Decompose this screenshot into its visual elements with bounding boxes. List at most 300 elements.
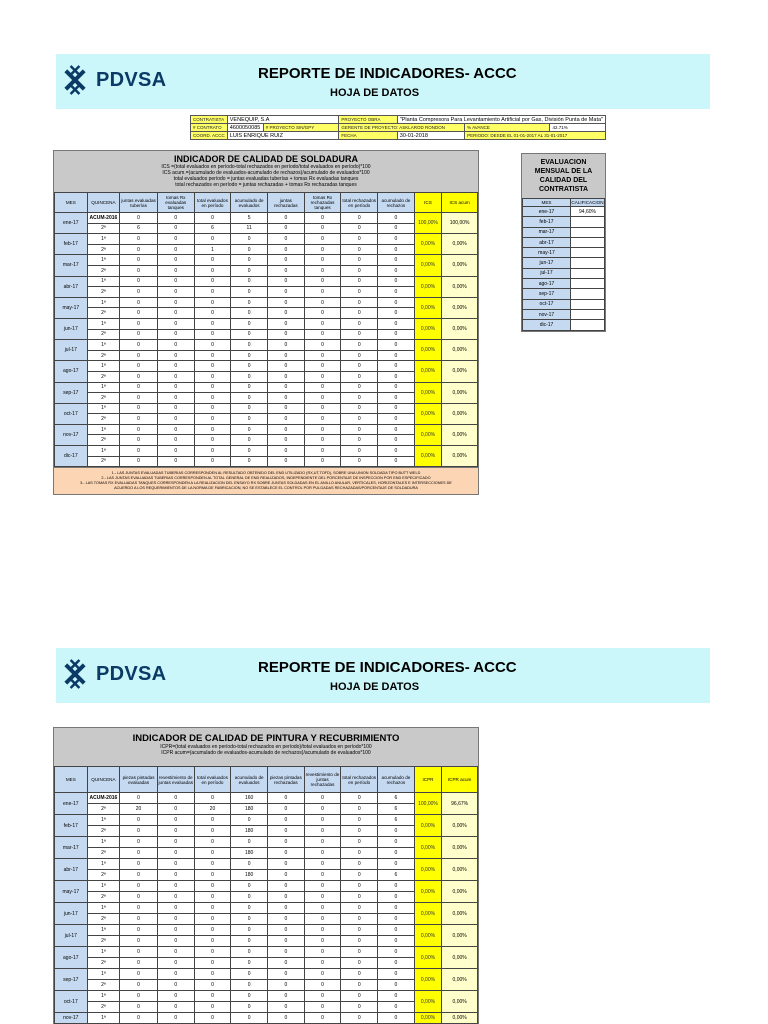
value-cell: 0 <box>341 1002 378 1013</box>
formula-line: ICS =(total evaluados en período-total rechazados en período/total evaluados en período)*100 <box>161 164 371 170</box>
value-cell: 0 <box>194 980 231 991</box>
quincena-cell: 1ª <box>87 255 120 266</box>
value-cell: 0 <box>231 936 268 947</box>
fecha-value: 30-01-2018 <box>397 132 464 140</box>
quincena-cell: 1ª <box>87 947 120 958</box>
value-cell: 0 <box>194 265 231 276</box>
column-header: piezas pintadas evaluadas <box>120 767 158 793</box>
table-row <box>55 265 478 276</box>
value-cell: 0 <box>341 980 378 991</box>
value-cell: 0 <box>267 446 304 457</box>
value-cell: 0 <box>120 892 158 903</box>
quincena-cell: 2ª <box>87 308 120 319</box>
contrato-label: # CONTRATO <box>191 124 228 132</box>
report-subtitle: HOJA DE DATOS <box>330 681 420 693</box>
value-cell: 0 <box>267 947 304 958</box>
indicator-acum-cell: 0,00% <box>442 403 478 424</box>
value-cell: 0 <box>231 276 268 287</box>
value-cell: 0 <box>341 804 378 815</box>
value-cell: 0 <box>231 297 268 308</box>
value-cell: 0 <box>304 892 341 903</box>
quincena-cell: 2ª <box>87 892 120 903</box>
column-header: tomas Rx evaluadas tanques <box>157 193 194 213</box>
column-header: acumulado de rechazos <box>378 767 415 793</box>
evaluation-score <box>571 309 605 319</box>
quincena-cell: 1ª <box>87 969 120 980</box>
value-cell: 0 <box>157 435 194 446</box>
proyecto-label: # PROYECTO <box>265 125 295 130</box>
formula-line: total evaluados período = juntas evaluadas tuberías + tomas Rx evaluadas tanques <box>173 176 359 182</box>
value-cell: 0 <box>231 403 268 414</box>
column-header: ICPR <box>414 767 442 793</box>
value-cell: 0 <box>341 837 378 848</box>
value-cell: 0 <box>267 414 304 425</box>
indicator-acum-cell: 0,00% <box>442 969 478 991</box>
quincena-cell: 2ª <box>87 371 120 382</box>
pdvsa-logo-icon <box>60 65 90 95</box>
value-cell: 0 <box>341 947 378 958</box>
value-cell: 0 <box>194 276 231 287</box>
table-row <box>55 435 478 446</box>
evaluation-month: jul-17 <box>523 268 571 278</box>
value-cell: 0 <box>304 340 341 351</box>
evaluation-month: sep-17 <box>523 289 571 299</box>
table-row <box>55 223 478 234</box>
value-cell: 0 <box>231 340 268 351</box>
value-cell: 0 <box>304 947 341 958</box>
formula-line: ICPR acum=(acumulado de evaluados-acumulado de rechazos)/acumulado de evaluados*100 <box>161 750 371 756</box>
indicator-acum-cell: 0,00% <box>442 881 478 903</box>
table-row <box>55 881 478 892</box>
indicator-acum-cell: 0,00% <box>442 991 478 1013</box>
value-cell: 0 <box>304 361 341 372</box>
value-cell: 0 <box>267 297 304 308</box>
value-cell: 0 <box>267 837 304 848</box>
value-cell: 0 <box>194 456 231 467</box>
indicator-acum-cell: 0,00% <box>442 276 478 297</box>
month-cell: ene-17 <box>55 213 88 234</box>
value-cell: 0 <box>378 881 415 892</box>
indicator-acum-cell: 0,00% <box>442 947 478 969</box>
value-cell: 0 <box>378 958 415 969</box>
value-cell: 0 <box>267 287 304 298</box>
evaluation-row <box>523 207 605 217</box>
value-cell: 0 <box>120 382 158 393</box>
value-cell: 0 <box>194 881 231 892</box>
value-cell: 0 <box>120 837 158 848</box>
column-header: acumulado de evaluados <box>231 193 268 213</box>
evaluation-header-mes: MES <box>523 199 571 207</box>
value-cell: 0 <box>120 403 158 414</box>
month-cell: abr-17 <box>55 859 88 881</box>
value-cell: 0 <box>341 297 378 308</box>
value-cell: 0 <box>157 371 194 382</box>
value-cell: 0 <box>194 446 231 457</box>
value-cell: 0 <box>194 914 231 925</box>
value-cell: 0 <box>231 914 268 925</box>
avance-value: 42.71% <box>550 124 606 132</box>
value-cell: 0 <box>267 340 304 351</box>
evaluation-row <box>523 237 605 247</box>
value-cell: 0 <box>157 859 194 870</box>
value-cell: 0 <box>304 881 341 892</box>
value-cell: 0 <box>378 914 415 925</box>
quincena-cell: 2ª <box>87 804 120 815</box>
value-cell: 0 <box>120 991 158 1002</box>
value-cell: 0 <box>341 892 378 903</box>
value-cell: 6 <box>378 815 415 826</box>
month-cell: sep-17 <box>55 382 88 403</box>
indicator-cell: 0,00% <box>414 859 442 881</box>
value-cell: 0 <box>378 1002 415 1013</box>
month-cell: oct-17 <box>55 403 88 424</box>
report-title: REPORTE DE INDICADORES- ACCC <box>258 659 517 676</box>
indicator-acum-cell: 0,00% <box>442 1013 478 1024</box>
coord-value: LUIS ENRIQUE RUIZ <box>227 132 339 140</box>
value-cell: 0 <box>157 276 194 287</box>
periodo-label: PERIODO: DESDE EL 01-01-2017 AL 31-01-2017 <box>465 132 606 140</box>
value-cell: 0 <box>120 958 158 969</box>
value-cell: 0 <box>120 1013 158 1024</box>
table-row <box>55 318 478 329</box>
value-cell: 0 <box>378 414 415 425</box>
indicator-cell: 0,00% <box>414 234 442 255</box>
value-cell: 0 <box>231 881 268 892</box>
value-cell: 0 <box>341 826 378 837</box>
value-cell: 6 <box>378 793 415 804</box>
value-cell: 0 <box>157 414 194 425</box>
table-row <box>55 892 478 903</box>
table-row <box>55 329 478 340</box>
value-cell: 0 <box>231 414 268 425</box>
value-cell: 0 <box>267 804 304 815</box>
month-cell: feb-17 <box>55 234 88 255</box>
value-cell: 0 <box>120 234 158 245</box>
value-cell: 0 <box>341 881 378 892</box>
quincena-cell: 2ª <box>87 826 120 837</box>
month-cell: jun-17 <box>55 903 88 925</box>
column-header: MES <box>55 193 88 213</box>
value-cell: 20 <box>194 804 231 815</box>
table-row <box>55 947 478 958</box>
value-cell: 0 <box>341 793 378 804</box>
value-cell: 0 <box>120 881 158 892</box>
evaluation-month: abr-17 <box>523 237 571 247</box>
value-cell: 0 <box>157 350 194 361</box>
column-header: acumulado de evaluados <box>231 767 268 793</box>
value-cell: 0 <box>120 870 158 881</box>
table-row <box>55 1013 478 1024</box>
indicator-cell: 0,00% <box>414 382 442 403</box>
welding-section-title: INDICADOR DE CALIDAD DE SOLDADURA <box>174 154 358 164</box>
indicator-cell: 0,00% <box>414 361 442 382</box>
value-cell: 0 <box>194 350 231 361</box>
formula-line: ICS acum.=(acumulado de evaluados-acumulado de rechazos)/acumulado de evaluados*100 <box>162 170 370 176</box>
indicator-acum-cell: 96,67% <box>442 793 478 815</box>
month-cell: nov-17 <box>55 424 88 445</box>
value-cell: 0 <box>231 393 268 404</box>
paint-section-title: INDICADOR DE CALIDAD DE PINTURA Y RECUBRIMIENTO <box>132 733 400 744</box>
value-cell: 0 <box>157 1013 194 1024</box>
value-cell: 0 <box>267 848 304 859</box>
report-title: REPORTE DE INDICADORES- ACCC <box>258 65 517 82</box>
value-cell: 0 <box>120 350 158 361</box>
value-cell: 0 <box>304 793 341 804</box>
value-cell: 0 <box>120 925 158 936</box>
value-cell: 0 <box>267 223 304 234</box>
value-cell: 0 <box>267 318 304 329</box>
value-cell: 0 <box>304 287 341 298</box>
value-cell: 0 <box>267 903 304 914</box>
value-cell: 0 <box>157 424 194 435</box>
quincena-cell: ACUM-2016 <box>87 213 120 224</box>
evaluation-row <box>523 309 605 319</box>
value-cell: 0 <box>194 793 231 804</box>
pdvsa-logo <box>60 659 166 689</box>
value-cell: 0 <box>378 980 415 991</box>
value-cell: 0 <box>378 936 415 947</box>
value-cell: 0 <box>378 350 415 361</box>
indicator-cell: 0,00% <box>414 255 442 276</box>
month-cell: dic-17 <box>55 446 88 467</box>
value-cell: 0 <box>378 859 415 870</box>
column-header: total rechazados en período <box>341 193 378 213</box>
evaluation-score <box>571 289 605 299</box>
column-header: piezas pintadas rechazadas <box>267 767 304 793</box>
quincena-cell: 2ª <box>87 914 120 925</box>
quincena-cell: 1ª <box>87 318 120 329</box>
table-row <box>55 446 478 457</box>
value-cell: 0 <box>304 870 341 881</box>
value-cell: 0 <box>194 287 231 298</box>
value-cell: 0 <box>378 340 415 351</box>
value-cell: 0 <box>341 925 378 936</box>
value-cell: 0 <box>304 980 341 991</box>
quincena-cell: 2ª <box>87 223 120 234</box>
value-cell: 0 <box>341 870 378 881</box>
evaluation-month: may-17 <box>523 248 571 258</box>
table-row <box>55 255 478 266</box>
value-cell: 0 <box>120 826 158 837</box>
quincena-cell: 1ª <box>87 361 120 372</box>
column-header: ICPR acum <box>442 767 478 793</box>
value-cell: 0 <box>157 991 194 1002</box>
note-line: 3.- LAS TOMAS RX EVALUADAS TANQUES CORRESPONDEN A LA REALIZACION DEL ENSAYO RX SOBRE JUNTAS SOLDADAS EN EL ANILLO ANULAR, VERTICALES, HORIZONTALES E INTERSECCIONES DE <box>80 481 452 486</box>
value-cell: 0 <box>378 318 415 329</box>
evaluation-title: EVALUACION MENSUAL DE LA CALIDAD DEL CONTRATISTA <box>534 159 593 193</box>
value-cell: 0 <box>267 244 304 255</box>
value-cell: 0 <box>120 255 158 266</box>
value-cell: 180 <box>231 804 268 815</box>
value-cell: 0 <box>341 361 378 372</box>
table-row <box>55 903 478 914</box>
column-header: acumulado de rechazos <box>378 193 415 213</box>
value-cell: 0 <box>157 456 194 467</box>
indicator-cell: 0,00% <box>414 340 442 361</box>
table-row <box>55 371 478 382</box>
value-cell: 0 <box>378 925 415 936</box>
value-cell: 0 <box>231 1013 268 1024</box>
value-cell: 0 <box>194 903 231 914</box>
month-cell: ene-17 <box>55 793 88 815</box>
quincena-cell: 2ª <box>87 393 120 404</box>
formula-line: ICPR=(total evaluados en período-total rechazados en período)/total evaluados en período*100 <box>160 744 372 750</box>
month-cell: jul-17 <box>55 340 88 361</box>
fecha-label: FECHA <box>339 132 397 140</box>
value-cell: 0 <box>341 223 378 234</box>
value-cell: 0 <box>341 255 378 266</box>
value-cell: 0 <box>157 244 194 255</box>
value-cell: 0 <box>194 308 231 319</box>
table-row <box>55 826 478 837</box>
indicator-acum-cell: 0,00% <box>442 903 478 925</box>
value-cell: 0 <box>378 947 415 958</box>
column-header: revestimiento de juntas rechazadas <box>304 767 341 793</box>
value-cell: 180 <box>231 826 268 837</box>
value-cell: 1 <box>194 244 231 255</box>
month-cell: mar-17 <box>55 255 88 276</box>
value-cell: 5 <box>231 213 268 224</box>
column-header: ICS acum <box>442 193 478 213</box>
value-cell: 0 <box>231 837 268 848</box>
value-cell: 0 <box>304 403 341 414</box>
value-cell: 0 <box>231 308 268 319</box>
value-cell: 0 <box>194 947 231 958</box>
month-cell: abr-17 <box>55 276 88 297</box>
quincena-cell: 1ª <box>87 340 120 351</box>
table-row <box>55 1002 478 1013</box>
quincena-cell: 1ª <box>87 903 120 914</box>
value-cell: 0 <box>304 382 341 393</box>
indicator-cell: 0,00% <box>414 318 442 339</box>
quincena-cell: 1ª <box>87 859 120 870</box>
indicator-acum-cell: 100,00% <box>442 213 478 234</box>
value-cell: 180 <box>231 848 268 859</box>
value-cell: 0 <box>378 991 415 1002</box>
value-cell: 0 <box>378 223 415 234</box>
value-cell: 0 <box>194 435 231 446</box>
value-cell: 0 <box>304 1013 341 1024</box>
evaluation-score <box>571 279 605 289</box>
quincena-cell: 2ª <box>87 244 120 255</box>
value-cell: 0 <box>120 297 158 308</box>
value-cell: 0 <box>304 804 341 815</box>
table-row <box>55 244 478 255</box>
value-cell: 0 <box>304 936 341 947</box>
value-cell: 0 <box>341 318 378 329</box>
table-row <box>55 456 478 467</box>
evaluation-header-calificacion: CALIFICACION <box>571 200 604 205</box>
value-cell: 0 <box>157 393 194 404</box>
value-cell: 0 <box>378 287 415 298</box>
value-cell: 0 <box>378 969 415 980</box>
value-cell: 0 <box>231 424 268 435</box>
value-cell: 0 <box>120 287 158 298</box>
quincena-cell: 1ª <box>87 837 120 848</box>
monthly-evaluation-panel <box>521 153 606 332</box>
value-cell: 0 <box>378 435 415 446</box>
column-header: MES <box>55 767 88 793</box>
quincena-cell: 1ª <box>87 382 120 393</box>
value-cell: 0 <box>378 456 415 467</box>
value-cell: 0 <box>157 903 194 914</box>
indicator-cell: 0,00% <box>414 446 442 467</box>
quincena-cell: 2ª <box>87 265 120 276</box>
indicator-cell: 0,00% <box>414 991 442 1013</box>
value-cell: 0 <box>120 1002 158 1013</box>
value-cell: 0 <box>120 793 158 804</box>
value-cell: 0 <box>267 826 304 837</box>
table-row <box>55 393 478 404</box>
value-cell: 0 <box>120 361 158 372</box>
value-cell: 0 <box>341 859 378 870</box>
value-cell: 0 <box>194 361 231 372</box>
value-cell: 0 <box>157 329 194 340</box>
value-cell: 0 <box>157 804 194 815</box>
avance-label: % AVANCE <box>465 124 550 132</box>
value-cell: 0 <box>267 213 304 224</box>
value-cell: 0 <box>194 925 231 936</box>
value-cell: 0 <box>157 308 194 319</box>
value-cell: 0 <box>304 958 341 969</box>
column-header: juntas evaluadas tuberías <box>120 193 158 213</box>
table-row <box>55 276 478 287</box>
indicator-cell: 0,00% <box>414 815 442 837</box>
value-cell: 0 <box>267 234 304 245</box>
value-cell: 0 <box>267 350 304 361</box>
value-cell: 0 <box>267 925 304 936</box>
value-cell: 0 <box>120 265 158 276</box>
value-cell: 6 <box>120 223 158 234</box>
value-cell: 0 <box>304 826 341 837</box>
table-row <box>55 925 478 936</box>
value-cell: 0 <box>341 456 378 467</box>
value-cell: 0 <box>194 318 231 329</box>
indicator-cell: 0,00% <box>414 424 442 445</box>
column-header: total rechazados en período <box>341 767 378 793</box>
value-cell: 0 <box>304 435 341 446</box>
indicator-acum-cell: 0,00% <box>442 446 478 467</box>
value-cell: 0 <box>304 859 341 870</box>
table-row <box>55 991 478 1002</box>
value-cell: 0 <box>194 815 231 826</box>
value-cell: 0 <box>194 234 231 245</box>
value-cell: 0 <box>378 265 415 276</box>
value-cell: 0 <box>378 255 415 266</box>
value-cell: 0 <box>267 456 304 467</box>
value-cell: 0 <box>231 892 268 903</box>
evaluation-score <box>571 217 605 227</box>
indicator-cell: 0,00% <box>414 969 442 991</box>
value-cell: 0 <box>157 287 194 298</box>
value-cell: 0 <box>231 244 268 255</box>
value-cell: 0 <box>341 435 378 446</box>
value-cell: 0 <box>157 1002 194 1013</box>
value-cell: 0 <box>231 1002 268 1013</box>
value-cell: 0 <box>120 424 158 435</box>
indicator-cell: 0,00% <box>414 881 442 903</box>
value-cell: 0 <box>157 936 194 947</box>
value-cell: 0 <box>231 991 268 1002</box>
value-cell: 0 <box>194 329 231 340</box>
evaluation-month: oct-17 <box>523 299 571 309</box>
quincena-cell: 1ª <box>87 403 120 414</box>
value-cell: 0 <box>157 382 194 393</box>
table-row <box>55 914 478 925</box>
value-cell: 0 <box>304 223 341 234</box>
indicator-acum-cell: 0,00% <box>442 424 478 445</box>
value-cell: 0 <box>267 892 304 903</box>
